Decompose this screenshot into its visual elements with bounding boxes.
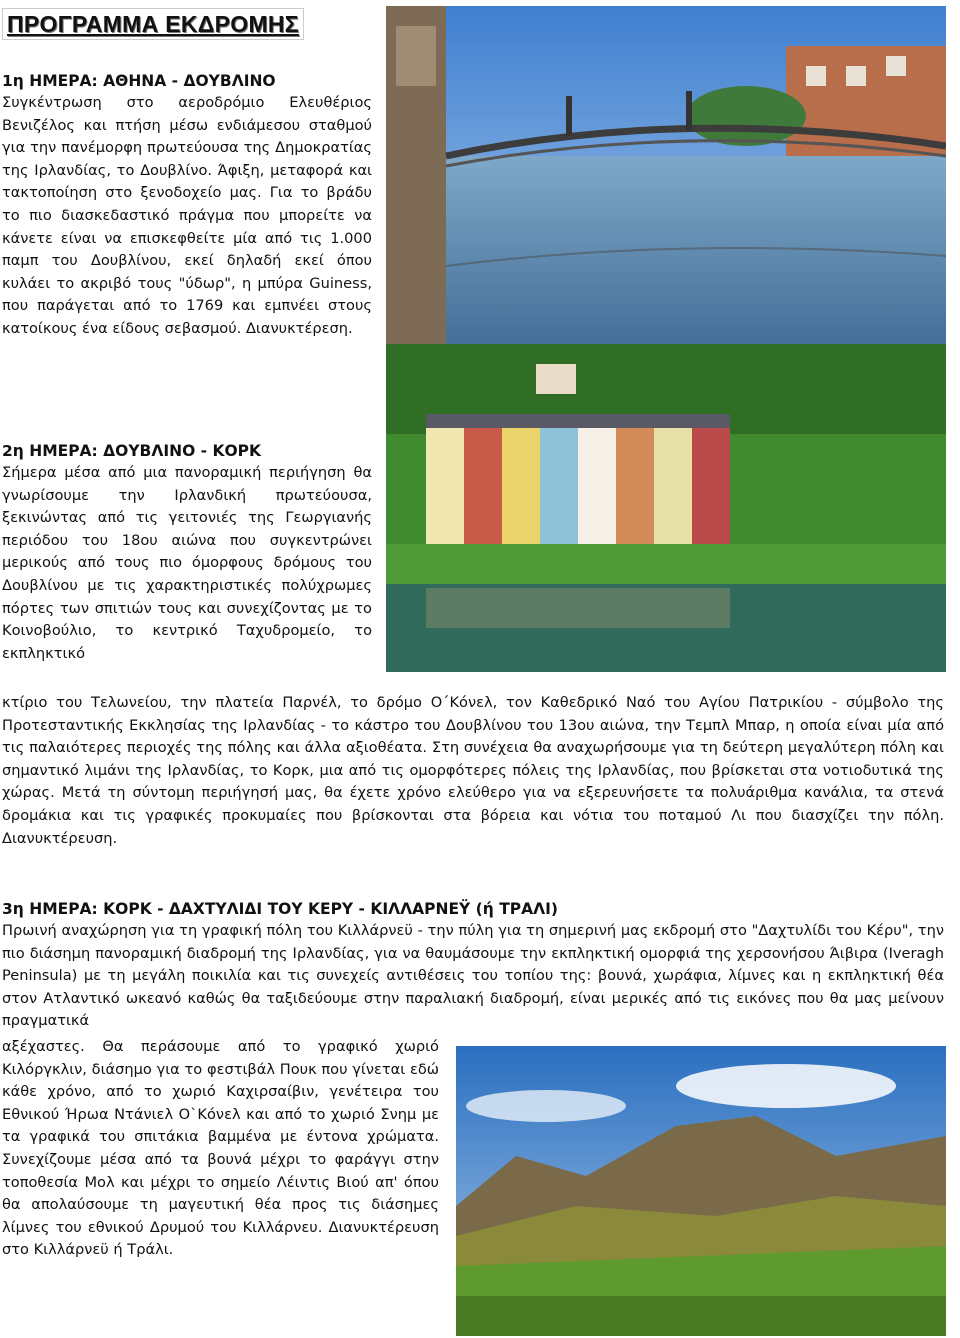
day3-text-wide: Πρωινή αναχώρηση για τη γραφική πόλη του Κιλλάρνεϋ - την πύλη για τη σημερινή μας εκδρομή στο "Δαχτυλίδι του Κέρυ", την πιο διάσημη πανοραμική διαδρομή της Ιρλανδίας, για να θαυμάσουμε την εκπληκτική ομορφιά της χερσονήσου Άιβιρα (Iveragh Peninsula) με τη μεγάλη ποικιλία και τις συνεχείς αντιθέσεις του τοπίου της: βουνά, χωράφια, λίμνες και η εκπληκτική θέα στον Ατλαντικό ωκεανό καθώς θα ταξιδεύουμε στην παραλιακή διαδρομή, είναι μερικές από τις εικόνες που θα μας μείνουν πραγματικά bbox=[2, 922, 944, 1030]
day1-heading: 1η ΗΜΕΡΑ: ΑΘΗΝΑ - ΔΟΥΒΛΙΝΟ bbox=[2, 72, 276, 90]
day3-section-narrow bbox=[2, 1036, 439, 1262]
colorful-houses-photo bbox=[386, 344, 946, 672]
day2-heading: 2η ΗΜΕΡΑ: ΔΟΥΒΛΙΝΟ - ΚΟΡΚ bbox=[2, 442, 262, 460]
day3-text-narrow: αξέχαστες. Θα περάσουμε από το γραφικό χωριό Κιλόργκλιν, διάσημο για το φεστιβάλ Πουκ που γίνεται εδώ κάθε χρόνο, από το χωριό Καχιρσαίβιν, γενέτειρα του Εθνικού Ήρωα Ντάνιελ Ο`Κόνελ και από το χωριό Σνημ με τα γραφικά του σπιτάκια βαμμένα με έντονα χρώματα. Συνεχίζουμε μέσα από τα βουνά μέχρι το φαράγγι στην τοποθεσία Μολ και μέχρι το σημείο Λέιντις Βιού απ' όπου θα απολαύσουμε τη μαγευτική θέα προς τις διάσημες λίμνες του εθνικού Δρυμού του Κιλλάρνευ. Διανυκτέρευση στο Κιλλάρνεϋ ή Τράλι. bbox=[2, 1038, 439, 1259]
kerry-mountains-photo bbox=[456, 1046, 946, 1336]
day2-text-narrow: Σήμερα μέσα από μια πανοραμική περιήγηση θα γνωρίσουμε την Ιρλανδική πρωτεύουσα, ξεκινώντας από τις γειτονιές της Γεωργιανής περιόδου του 18ου αιώνα που συγκεντρώνει μερικούς από τους πιο όμορφους δρόμους του Δουβλίνου με τις χαρακτηριστικές πολύχρωμες πόρτες των σπιτιών τους και συνεχίζοντας με το Κοινοβούλιο, το κεντρικό Ταχυδρομείο, το εκπληκτικό bbox=[2, 464, 372, 662]
day1-text: Συγκέντρωση στο αεροδρόμιο Ελευθέριος Βενιζέλος και πτήση μέσω ενδιάμεσου σταθμού για την πανέμορφη πρωτεύουσα της Δημοκρατίας της Ιρλανδίας, το Δουβλίνο. Άφιξη, μεταφορά και τακτοποίηση στο ξενοδοχείο μας. Για το βράδυ το πιο διασκεδαστικό πράγμα που μπορείτε να κάνετε είναι να επισκεφθείτε μία από τις 1.000 παμπ του Δουβλίνου, εκεί δηλαδή εκεί όπου κυλάει το ακριβό τους "ύδωρ", η μπύρα Guiness, που παράγεται από το 1769 και εμπνέει στους κατοίκους ένα είδους σεβασμού. Διανυκτέρεση. bbox=[2, 94, 372, 337]
day2-text-wide: κτίριο του Τελωνείου, την πλατεία Παρνέλ, το δρόμο Ο΄Κόνελ, τον Καθεδρικό Ναό του Αγίου Πατρικίου - σύμβολο της Προτεσταντικής Εκκλησίας της Ιρλανδίας - το κάστρο του Δουβλίνου του 13ου αιώνα, την Τεμπλ Μπαρ, η οποία είναι μία από τις παλαιότερες περιοχές της πόλης και άλλα αξιοθέατα. Στη συνέχεια θα αναχωρήσουμε για τη δεύτερη μεγαλύτερη πόλη και σημαντικό λιμάνι της Ιρλανδίας, το Κορκ, μια από τις ομορφότερες πόλεις της Ιρλανδίας, που βρίσκεται στα νοτιοδυτικά της χώρας. Μετά τη σύντομη περιήγησή μας, θα έχετε χρόνο ελεύθερο για να εξερευνήσετε τα πολυάριθμα κανάλια, τα στενά δρομάκια και τις γραφικές προκυμαίες που βρίσκονται στα βόρεια και νότια του ποταμού Λι που διασχίζει την πόλη. Διανυκτέρευση. bbox=[2, 694, 944, 847]
day2-section bbox=[2, 440, 372, 665]
day3-heading: 3η ΗΜΕΡΑ: ΚΟΡΚ - ΔΑΧΤΥΛΙΔΙ ΤΟΥ ΚΕΡΥ - ΚΙΛΛΑΡΝΕΫ (ή ΤΡΑΛΙ) bbox=[2, 900, 558, 918]
day2-section-wide bbox=[2, 692, 944, 850]
day1-section bbox=[2, 70, 372, 341]
page-title: ΠΡΟΓΡΑΜΜΑ ΕΚΔΡΟΜΗΣ bbox=[2, 8, 304, 40]
day3-section bbox=[2, 898, 944, 1033]
